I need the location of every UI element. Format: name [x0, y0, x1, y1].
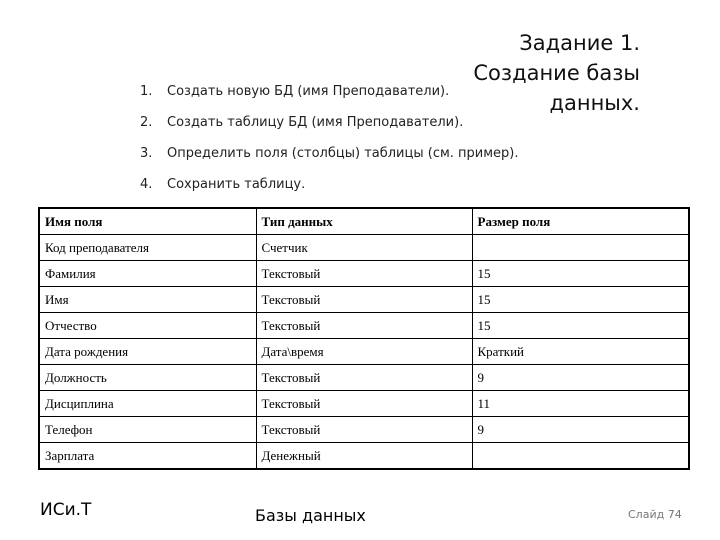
cell-field-size: 15: [472, 313, 689, 339]
cell-field-name: Телефон: [39, 417, 256, 443]
task-text: Сохранить таблицу.: [167, 177, 306, 192]
cell-data-type: Денежный: [256, 443, 472, 470]
table-row: [39, 313, 689, 339]
task-number: 1.: [140, 84, 153, 99]
cell-field-name: Зарплата: [39, 443, 256, 470]
cell-field-name: Код преподавателя: [39, 235, 256, 261]
task-item: [140, 111, 519, 142]
table-row: [39, 287, 689, 313]
cell-data-type: Текстовый: [256, 417, 472, 443]
task-text: Создать таблицу БД (имя Преподаватели).: [167, 115, 464, 130]
cell-data-type: Текстовый: [256, 261, 472, 287]
header-field-size: Размер поля: [472, 208, 689, 235]
cell-field-size: [472, 443, 689, 470]
cell-field-size: 9: [472, 365, 689, 391]
table-row: [39, 417, 689, 443]
task-item: [140, 142, 519, 173]
table-header-row: [39, 208, 689, 235]
cell-field-size: [472, 235, 689, 261]
cell-data-type: Счетчик: [256, 235, 472, 261]
task-number: 4.: [140, 177, 153, 192]
table-row: [39, 235, 689, 261]
cell-data-type: Текстовый: [256, 365, 472, 391]
table-row: [39, 365, 689, 391]
cell-field-name: Фамилия: [39, 261, 256, 287]
cell-field-size: Краткий: [472, 339, 689, 365]
cell-field-name: Должность: [39, 365, 256, 391]
cell-field-name: Имя: [39, 287, 256, 313]
cell-field-name: Дата рождения: [39, 339, 256, 365]
cell-data-type: Текстовый: [256, 313, 472, 339]
header-data-type: Тип данных: [256, 208, 472, 235]
cell-field-size: 15: [472, 287, 689, 313]
table-row: [39, 391, 689, 417]
fields-table: [38, 207, 690, 470]
footer-left-label: ИСи.Т: [40, 500, 92, 520]
table-row: [39, 339, 689, 365]
cell-data-type: Текстовый: [256, 391, 472, 417]
footer-center-label: Базы данных: [255, 506, 366, 525]
slide-number: Слайд 74: [628, 508, 682, 521]
cell-field-name: Дисциплина: [39, 391, 256, 417]
task-item: [140, 80, 519, 111]
cell-data-type: Текстовый: [256, 287, 472, 313]
table-row: [39, 443, 689, 470]
cell-field-name: Отчество: [39, 313, 256, 339]
slide-title-line2: Создание базы данных.: [473, 61, 640, 115]
cell-field-size: 15: [472, 261, 689, 287]
slide-title-line1: Задание 1.: [519, 31, 640, 55]
cell-field-size: 11: [472, 391, 689, 417]
task-text: Определить поля (столбцы) таблицы (см. пример).: [167, 146, 519, 161]
cell-data-type: Дата\время: [256, 339, 472, 365]
table-row: [39, 261, 689, 287]
task-text: Создать новую БД (имя Преподаватели).: [167, 84, 450, 99]
task-item: [140, 173, 519, 204]
cell-field-size: 9: [472, 417, 689, 443]
task-list: [140, 80, 519, 204]
task-number: 3.: [140, 146, 153, 161]
header-field-name: Имя поля: [39, 208, 256, 235]
task-number: 2.: [140, 115, 153, 130]
